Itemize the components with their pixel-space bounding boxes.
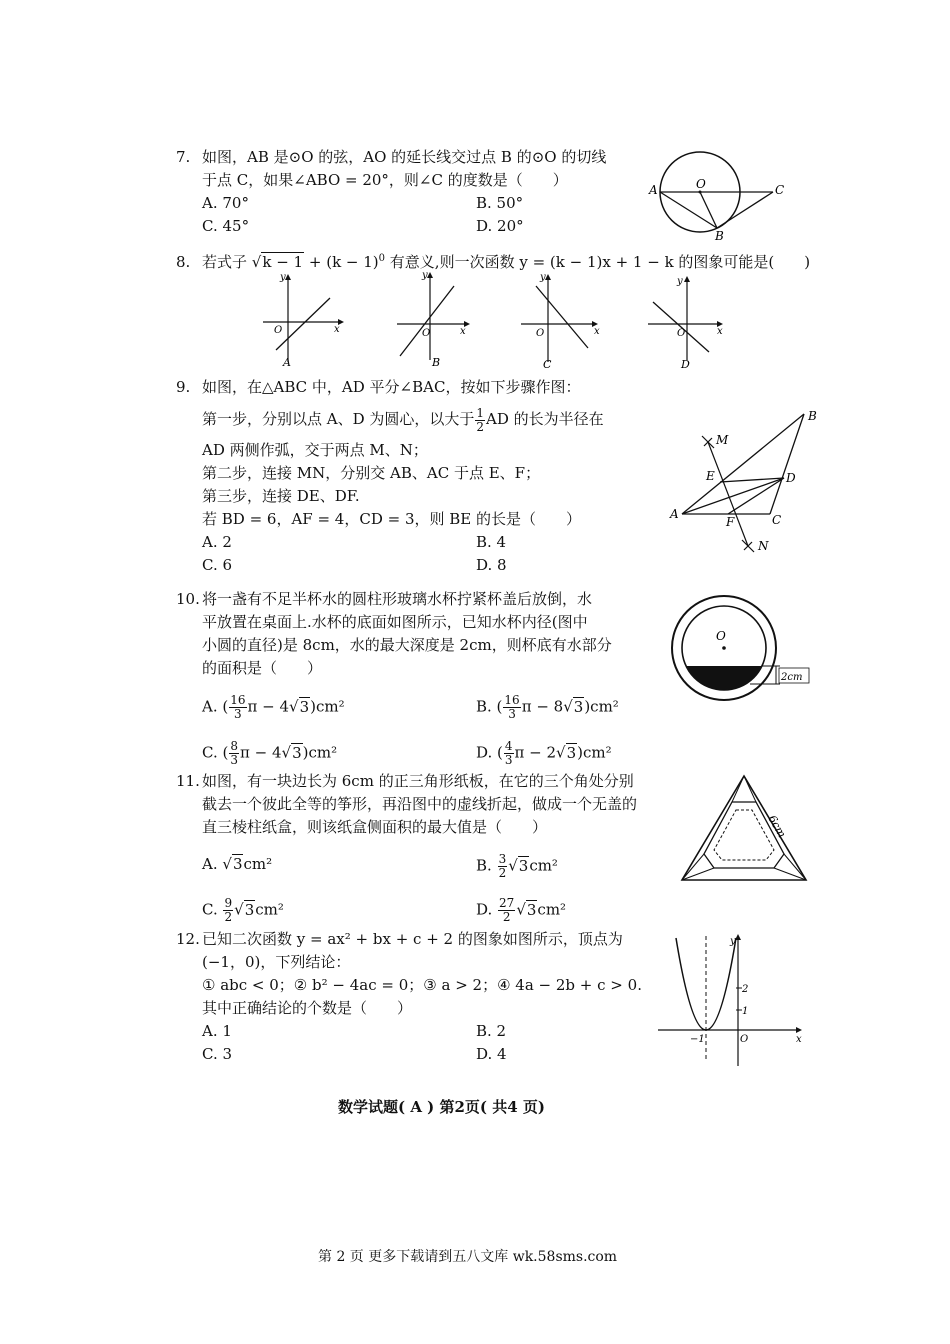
option-b: B. $\frac{3}{2}$ √3cm²: [476, 852, 558, 880]
option-d: D. 20°: [476, 217, 524, 235]
label-c: C: [772, 513, 782, 527]
question-number: 8.: [176, 253, 191, 271]
graph-option-c: [518, 272, 608, 372]
label-neg-one: −1: [690, 1034, 705, 1045]
figure-q10-cup-bottom: [670, 592, 810, 710]
option-c: C. $\frac{9}{2}$ √3cm²: [202, 896, 284, 924]
axis-x: x: [594, 326, 600, 337]
question-text: 若式子: [202, 253, 248, 271]
label-depth: 2cm: [781, 672, 803, 683]
label-two: 2: [742, 984, 749, 995]
question-text: 已知二次函数 y = ax² + bx + c + 2 的图象如图所示，顶点为: [202, 930, 623, 948]
label-m: M: [716, 433, 729, 447]
question-text: 将一盏有不足半杯水的圆柱形玻璃水杯拧紧杯盖后放倒，水: [202, 590, 593, 608]
axis-y: y: [280, 272, 286, 283]
question-text: AD 两侧作弧，交于两点 M、N；: [202, 441, 428, 459]
question-text: 第三步，连接 DE、DF.: [202, 487, 360, 505]
question-text: 第二步，连接 MN，分别交 AB、AC 于点 E、F；: [202, 464, 541, 482]
question-text: 如图，AB 是⊙O 的弦，AO 的延长线交过点 B 的⊙O 的切线: [202, 148, 607, 166]
exponent: 0: [378, 253, 386, 264]
fraction-half: $\frac{1}{2}$: [476, 405, 485, 434]
origin: O: [677, 328, 686, 339]
label-c: C: [775, 183, 785, 197]
question-text: 直三棱柱纸盒，则该纸盒侧面积的最大值是（ ）: [202, 818, 548, 836]
origin: O: [740, 1034, 749, 1045]
option-b: B. 50°: [476, 194, 524, 212]
question-text: 小圆的直径)是 8cm，水的最大深度是 2cm，则杯底有水部分: [202, 636, 612, 654]
page-footer-title: 数学试题( A ) 第2页( 共4 页): [338, 1098, 546, 1116]
option-a: A. √3cm²: [202, 855, 273, 873]
question-number: 11.: [176, 772, 200, 790]
question-text: 第一步，分别以点 A、D 为圆心，以大于: [202, 410, 475, 428]
origin: O: [274, 325, 283, 336]
axis-x: x: [717, 326, 723, 337]
page-footer-site: 第 2 页 更多下载请到五八文库 wk.58sms.com: [318, 1249, 618, 1265]
axis-y: y: [540, 272, 546, 283]
question-9: [176, 376, 666, 577]
option-b: B. ( $\frac{16}{3}$ π − 8√3)cm²: [476, 693, 619, 721]
label-one: 1: [742, 1006, 749, 1017]
graph-option-b: [392, 268, 482, 368]
axis-x: x: [460, 326, 466, 337]
label-o: O: [716, 629, 726, 643]
radical: k − 1: [262, 253, 304, 271]
option-c: C. 45°: [202, 217, 250, 235]
label-d: D: [786, 471, 796, 485]
label-f: F: [726, 515, 735, 529]
graph-label: D: [681, 358, 690, 371]
question-11: [176, 770, 676, 933]
axis-y: y: [730, 936, 736, 947]
question-text: 于点 C，如果∠ABO = 20°，则∠C 的度数是（ ）: [202, 171, 568, 189]
question-7: [176, 146, 656, 238]
question-text: (−1，0)，下列结论：: [202, 953, 351, 971]
option-d: D. ( $\frac{4}{3}$ π − 2√3)cm²: [476, 739, 612, 767]
option-b: B. 4: [476, 533, 507, 551]
question-text: 截去一个彼此全等的筝形，再沿图中的虚线折起，做成一个无盖的: [202, 795, 638, 813]
question-number: 12.: [176, 930, 200, 948]
graph-option-d: [645, 272, 735, 372]
question-10: [176, 588, 666, 776]
figure-q12-parabola: [656, 930, 806, 1070]
origin: O: [536, 328, 545, 339]
option-d: D. 4: [476, 1045, 507, 1063]
label-side-length: 6cm: [765, 813, 789, 840]
option-c: C. 3: [202, 1045, 233, 1063]
graph-option-a: [258, 272, 348, 368]
label-o: O: [696, 177, 706, 191]
label-e: E: [706, 469, 715, 483]
question-text: 若 BD = 6，AF = 4，CD = 3，则 BE 的长是（ ）: [202, 510, 582, 528]
question-text: + (k − 1): [308, 253, 379, 271]
question-text: 平放置在桌面上.水杯的底面如图所示，已知水杯内径(图中: [202, 613, 588, 631]
graph-label: A: [283, 356, 291, 369]
label-a: A: [670, 507, 679, 521]
option-d: D. 8: [476, 556, 507, 574]
question-8: 8. 若式子 $√k - 1 + (k - 1)^0$ 有意义,则一次函数 y = (k − 1)x + 1 − k 的图象可能是( ): [176, 247, 836, 274]
label-a: A: [649, 183, 658, 197]
option-a: A. 2: [202, 533, 232, 551]
question-text: 的面积是（ ）: [202, 659, 323, 677]
question-text: 其中正确结论的个数是（ ）: [202, 999, 413, 1017]
axis-y: y: [422, 270, 428, 281]
label-b: B: [808, 409, 817, 423]
figure-q9-triangle: [668, 408, 818, 560]
option-c: C. ( $\frac{8}{3}$ π − 4√3)cm²: [202, 739, 338, 767]
question-number: 9.: [176, 378, 191, 396]
question-number: 10.: [176, 590, 200, 608]
figure-q11-triangle-box: [676, 770, 812, 886]
option-a: A. ( $\frac{16}{3}$ π − 4√3)cm²: [202, 693, 345, 721]
question-12: [176, 928, 656, 1066]
question-text: 有意义,则一次函数 y = (k − 1)x + 1 − k 的图象可能是( ): [385, 253, 811, 271]
label-n: N: [758, 539, 769, 553]
axis-y: y: [677, 276, 683, 287]
question-number: 7.: [176, 148, 191, 166]
question-text: ① abc < 0；② b² − 4ac = 0；③ a > 2；④ 4a − 2b + c > 0.: [202, 976, 642, 994]
question-text: 如图，有一块边长为 6cm 的正三角形纸板，在它的三个角处分别: [202, 772, 634, 790]
graph-label: C: [543, 358, 552, 371]
axis-x: x: [796, 1034, 802, 1045]
option-b: B. 2: [476, 1022, 507, 1040]
origin: O: [422, 328, 431, 339]
graph-label: B: [432, 356, 441, 369]
label-b: B: [715, 229, 724, 243]
option-d: D. $\frac{27}{2}$ √3cm²: [476, 896, 567, 924]
option-c: C. 6: [202, 556, 233, 574]
question-text: 如图，在△ABC 中，AD 平分∠BAC，按如下步骤作图：: [202, 378, 581, 396]
axis-x: x: [334, 324, 340, 335]
question-text: AD 的长为半径在: [486, 410, 604, 428]
figure-q7-circle-tangent: [645, 148, 795, 243]
option-a: A. 1: [202, 1022, 232, 1040]
option-a: A. 70°: [202, 194, 249, 212]
